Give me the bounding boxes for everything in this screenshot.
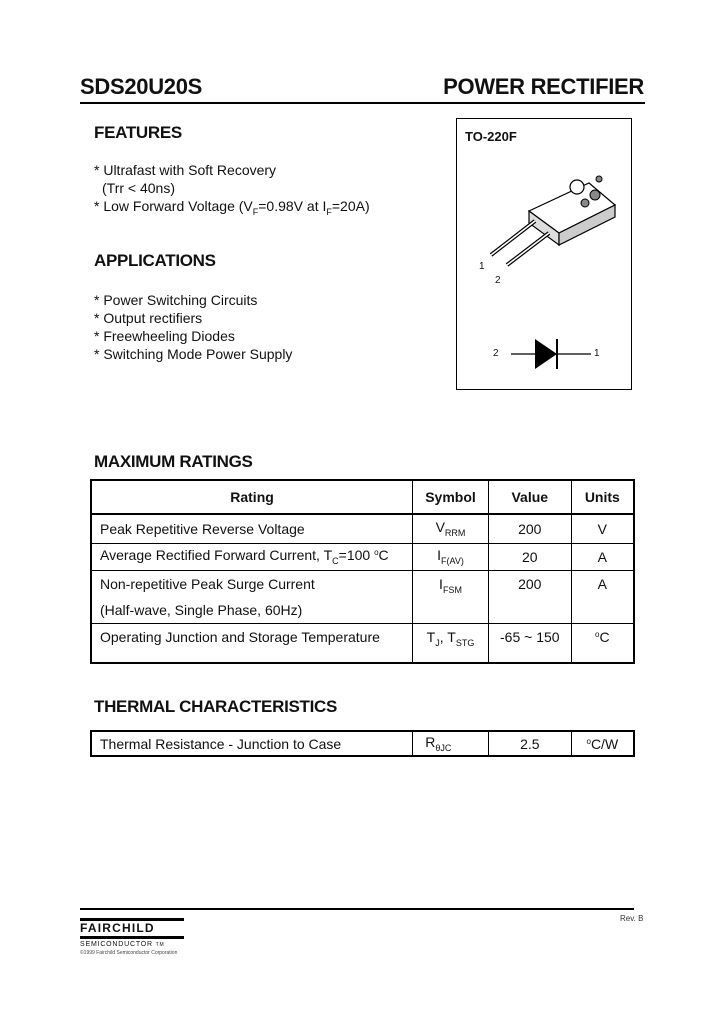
units-cell: A [571, 570, 634, 623]
to220f-package-icon [477, 159, 617, 289]
application-item: * Output rectifiers [94, 310, 203, 326]
col-value: Value [488, 480, 571, 514]
feature-item: * Ultrafast with Soft Recovery [94, 162, 277, 178]
pin-label-1: 1 [479, 261, 485, 272]
thermal-table [90, 730, 635, 757]
footer-divider [80, 908, 634, 910]
value-cell: 200 [488, 514, 571, 543]
pin-label-2: 2 [495, 275, 501, 286]
features-title: FEATURES [94, 123, 182, 142]
max-ratings-title: MAXIMUM RATINGS [94, 452, 253, 471]
fairchild-logo [80, 918, 184, 956]
application-item: * Freewheeling Diodes [94, 328, 235, 344]
rating-cell: Non-repetitive Peak Surge Current (Half-wave, Single Phase, 60Hz) [91, 570, 413, 623]
product-type: POWER RECTIFIER [443, 74, 644, 99]
rating-cell: Peak Repetitive Reverse Voltage [91, 514, 413, 543]
symbol-cell: $I_{FSM}$ [413, 570, 489, 623]
max-ratings-table [90, 479, 635, 664]
table-header-row [91, 480, 634, 514]
rating-cell: Average Rectified Forward Current, $T_C=100$ $^o$C [91, 543, 413, 570]
copyright: ©1999 Fairchild Semiconductor Corporation [80, 950, 178, 956]
units-cell: $^o$C/W [571, 731, 634, 756]
thermal-title: THERMAL CHARACTERISTICS [94, 697, 338, 716]
units-cell: A [571, 543, 634, 570]
value-cell: 20 [488, 543, 571, 570]
diode-pin-left: 2 [493, 348, 499, 359]
table-row [91, 623, 634, 663]
col-symbol: Symbol [413, 480, 489, 514]
logo-subtext: SEMICONDUCTOR TM [80, 941, 165, 948]
revision: Rev. B [620, 914, 644, 923]
symbol-cell: $V_{RRM}$ [413, 514, 489, 543]
col-rating: Rating [91, 480, 413, 514]
features-list [94, 161, 370, 221]
application-item: * Switching Mode Power Supply [94, 346, 293, 362]
application-item: * Power Switching Circuits [94, 292, 258, 308]
applications-list [94, 291, 292, 363]
diode-pin-right: 1 [594, 348, 600, 359]
header-divider [80, 102, 645, 104]
rating-cell: Operating Junction and Storage Temperature [91, 623, 413, 663]
logo-text: FAIRCHILD [80, 921, 155, 935]
units-cell: V [571, 514, 634, 543]
feature-item-detail: (Trr < 40ns) [102, 180, 175, 196]
value-cell: -65 ~ 150 [488, 623, 571, 663]
package-name: TO-220F [465, 129, 517, 144]
applications-title: APPLICATIONS [94, 251, 216, 270]
rating-cell: Thermal Resistance - Junction to Case [91, 731, 413, 756]
package-box [456, 118, 632, 390]
symbol-cell: $T_J$, $T_{STG}$ [413, 623, 489, 663]
units-cell: $^o$C [571, 623, 634, 663]
table-row [91, 731, 634, 756]
value-cell: 2.5 [488, 731, 571, 756]
table-row [91, 570, 634, 623]
symbol-cell: $I_{F(AV)}$ [413, 543, 489, 570]
feature-item: * Low Forward Voltage ($V_F=0.98V$ at $I_F=20A$) [94, 198, 370, 217]
col-units: Units [571, 480, 634, 514]
symbol-cell: $R_{\theta JC}$ [413, 731, 489, 756]
table-row [91, 514, 634, 543]
table-row [91, 543, 634, 570]
value-cell: 200 [488, 570, 571, 623]
diode-symbol-icon [509, 337, 593, 371]
part-number: SDS20U20S [80, 74, 203, 99]
